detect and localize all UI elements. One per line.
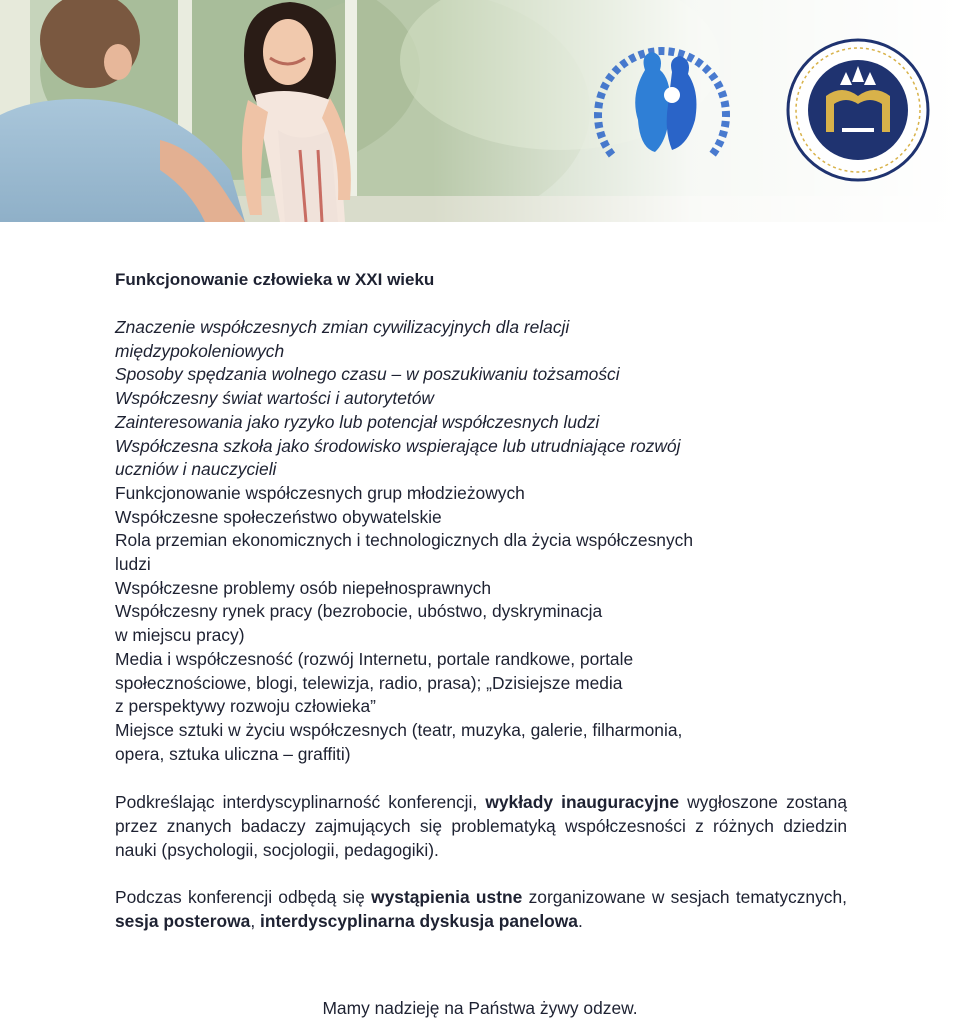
topic-line: Współczesny świat wartości i autorytetów bbox=[115, 388, 434, 409]
paragraph-emphasis: sesja posterowa bbox=[115, 911, 251, 932]
topic-line: Współczesne problemy osób niepełnosprawnych bbox=[115, 577, 492, 598]
document-body bbox=[115, 268, 847, 933]
paragraph-text: zorganizowane w sesjach tematycznych, bbox=[522, 887, 847, 908]
paragraph-text: . bbox=[577, 911, 583, 932]
paragraph-text: Podkreślając interdyscyplinarność konferencji, bbox=[115, 792, 486, 813]
sessions-paragraph bbox=[115, 885, 847, 933]
paragraph-emphasis: wystąpienia ustne bbox=[371, 887, 523, 908]
topic-list bbox=[115, 316, 847, 766]
paragraph-emphasis: interdyscyplinarna dyskusja panelowa bbox=[260, 911, 578, 932]
paragraph-text: , bbox=[250, 911, 260, 932]
paragraph-emphasis: wykłady inauguracyjne bbox=[485, 792, 680, 813]
university-seal-logo bbox=[788, 40, 928, 180]
lectures-paragraph bbox=[115, 790, 847, 862]
topic-line: społecznościowe, blogi, telewizja, radio, prasa); „Dzisiejsze media bbox=[115, 672, 623, 693]
topic-line: Funkcjonowanie współczesnych grup młodzieżowych bbox=[115, 482, 525, 503]
topic-line: z perspektywy rozwoju człowieka” bbox=[115, 696, 376, 717]
topic-line: Rola przemian ekonomicznych i technologicznych dla życia współczesnych bbox=[115, 530, 694, 551]
topic-line: uczniów i nauczycieli bbox=[115, 459, 277, 480]
header-banner bbox=[0, 0, 960, 222]
topic-line: Współczesna szkoła jako środowisko wspierające lub utrudniające rozwój bbox=[115, 435, 681, 456]
topic-line: Współczesny rynek pracy (bezrobocie, ubóstwo, dyskryminacja bbox=[115, 601, 603, 622]
paragraph-text: Podczas konferencji odbędą się bbox=[115, 887, 372, 908]
topic-line: Sposoby spędzania wolnego czasu – w poszukiwaniu tożsamości bbox=[115, 364, 620, 385]
closing-line: Mamy nadzieję na Państwa żywy odzew. bbox=[322, 998, 638, 1018]
banner-photo bbox=[0, 0, 960, 222]
topic-line: Miejsce sztuki w życiu współczesnych (teatr, muzyka, galerie, filharmonia, bbox=[115, 719, 683, 740]
topic-line: Zainteresowania jako ryzyko lub potencjał współczesnych ludzi bbox=[115, 411, 600, 432]
topic-line: Media i współczesność (rozwój Internetu, portale randkowe, portale bbox=[115, 648, 634, 669]
topic-line: w miejscu pracy) bbox=[115, 625, 245, 646]
topic-line: ludzi bbox=[115, 554, 151, 575]
document-heading: Funkcjonowanie człowieka w XXI wieku bbox=[115, 270, 435, 289]
topic-line: Znaczenie współczesnych zmian cywilizacyjnych dla relacji bbox=[115, 317, 570, 337]
topic-line: Współczesne społeczeństwo obywatelskie bbox=[115, 506, 442, 527]
topic-line: opera, sztuka uliczna – graffiti) bbox=[115, 743, 351, 764]
paragraph-text: wygłoszone zostaną przez znanych badaczy zajmujących się problematyką współczesności z różnych dziedzin nauki (psychologii, socjologii, pedagogiki). bbox=[115, 792, 847, 861]
topic-line: międzypokoleniowych bbox=[115, 340, 285, 361]
